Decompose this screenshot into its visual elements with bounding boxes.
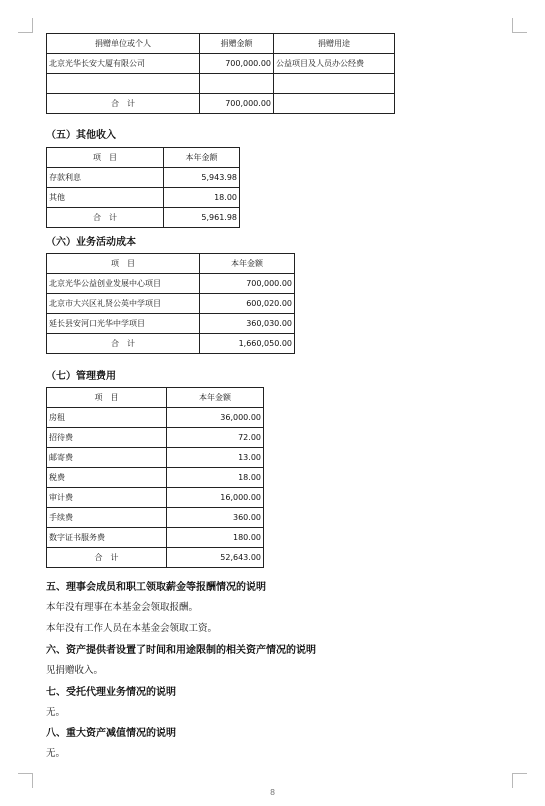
table-header-row <box>47 254 295 274</box>
table-header-row <box>47 148 240 168</box>
table-cell: 180.00 <box>167 528 264 548</box>
table-cell: 13.00 <box>167 448 264 468</box>
table-total-row <box>47 548 264 568</box>
body-text: 本年没有理事在本基金会领取报酬。 <box>46 602 199 613</box>
section-heading: （五）其他收入 <box>46 130 116 141</box>
table-cell <box>47 74 200 94</box>
total-label: 合 计 <box>47 548 167 568</box>
table-cell <box>274 94 395 114</box>
table-row <box>47 428 264 448</box>
header-cell: 本年金额 <box>164 148 240 168</box>
table-cell: 税费 <box>47 468 167 488</box>
table-row <box>47 408 264 428</box>
table-cell: 存款利息 <box>47 168 164 188</box>
table-row <box>47 448 264 468</box>
table-cell: 360.00 <box>167 508 264 528</box>
table-header-row <box>47 388 264 408</box>
table-cell: 18.00 <box>167 468 264 488</box>
table-row <box>47 314 295 334</box>
table-cell: 审计费 <box>47 488 167 508</box>
header-cell: 本年金额 <box>200 254 295 274</box>
table-cell: 700,000.00 <box>200 54 274 74</box>
table-cell: 数字证书服务费 <box>47 528 167 548</box>
table-cell: 其他 <box>47 188 164 208</box>
table-cell: 360,030.00 <box>200 314 295 334</box>
table-cell: 房租 <box>47 408 167 428</box>
table-cell: 手续费 <box>47 508 167 528</box>
table-row <box>47 188 240 208</box>
table-cell: 延长县安河口光华中学项目 <box>47 314 200 334</box>
table-row <box>47 54 395 74</box>
table-cell: 北京光华长安大厦有限公司 <box>47 54 200 74</box>
table-cell <box>200 74 274 94</box>
header-cell: 捐赠金额 <box>200 34 274 54</box>
table-cell: 16,000.00 <box>167 488 264 508</box>
section-heading: 五、理事会成员和职工领取薪金等报酬情况的说明 <box>46 582 266 593</box>
other-income-table <box>46 147 240 228</box>
table-cell: 18.00 <box>164 188 240 208</box>
table-total-row <box>47 94 395 114</box>
section-heading: 八、重大资产减值情况的说明 <box>46 728 176 739</box>
table-cell: 招待费 <box>47 428 167 448</box>
table-cell: 北京市大兴区礼贤公英中学项目 <box>47 294 200 314</box>
admin-expense-table <box>46 387 264 568</box>
table-cell: 72.00 <box>167 428 264 448</box>
total-label: 合 计 <box>47 94 200 114</box>
body-text: 见捐赠收入。 <box>46 665 104 676</box>
table-row <box>47 274 295 294</box>
header-cell: 捐赠用途 <box>274 34 395 54</box>
total-label: 合 计 <box>47 208 164 228</box>
total-value: 1,660,050.00 <box>200 334 295 354</box>
table-header-row <box>47 34 395 54</box>
table-row <box>47 528 264 548</box>
table-row <box>47 168 240 188</box>
table-cell: 700,000.00 <box>200 274 295 294</box>
header-cell: 项 目 <box>47 388 167 408</box>
table-cell: 邮寄费 <box>47 448 167 468</box>
table-row <box>47 468 264 488</box>
section-heading: （六）业务活动成本 <box>46 237 136 248</box>
table-cell: 公益项目及人员办公经费 <box>274 54 395 74</box>
crop-mark-top-left <box>18 18 33 33</box>
table-row <box>47 294 295 314</box>
table-cell: 36,000.00 <box>167 408 264 428</box>
body-text: 无。 <box>46 748 66 759</box>
page-number: 8 <box>269 788 276 797</box>
table-cell: 5,943.98 <box>164 168 240 188</box>
table-row <box>47 508 264 528</box>
table-row <box>47 488 264 508</box>
header-cell: 本年金额 <box>167 388 264 408</box>
table-cell: 北京光华公益创业发展中心项目 <box>47 274 200 294</box>
total-value: 5,961.98 <box>164 208 240 228</box>
header-cell: 项 目 <box>47 254 200 274</box>
table-row <box>47 74 395 94</box>
crop-mark-top-right <box>512 18 527 33</box>
body-text: 无。 <box>46 707 66 718</box>
total-value: 52,643.00 <box>167 548 264 568</box>
table-total-row <box>47 208 240 228</box>
total-label: 合 计 <box>47 334 200 354</box>
header-cell: 项 目 <box>47 148 164 168</box>
header-cell: 捐赠单位或个人 <box>47 34 200 54</box>
donation-table <box>46 33 395 114</box>
body-text: 本年没有工作人员在本基金会领取工资。 <box>46 623 218 634</box>
total-value: 700,000.00 <box>200 94 274 114</box>
table-total-row <box>47 334 295 354</box>
section-heading: 七、受托代理业务情况的说明 <box>46 687 176 698</box>
section-heading: 六、资产提供者设置了时间和用途限制的相关资产情况的说明 <box>46 645 316 656</box>
table-cell <box>274 74 395 94</box>
table-cell: 600,020.00 <box>200 294 295 314</box>
crop-mark-bottom-right <box>512 773 527 788</box>
crop-mark-bottom-left <box>18 773 33 788</box>
section-heading: （七）管理费用 <box>46 371 116 382</box>
activity-cost-table <box>46 253 295 354</box>
